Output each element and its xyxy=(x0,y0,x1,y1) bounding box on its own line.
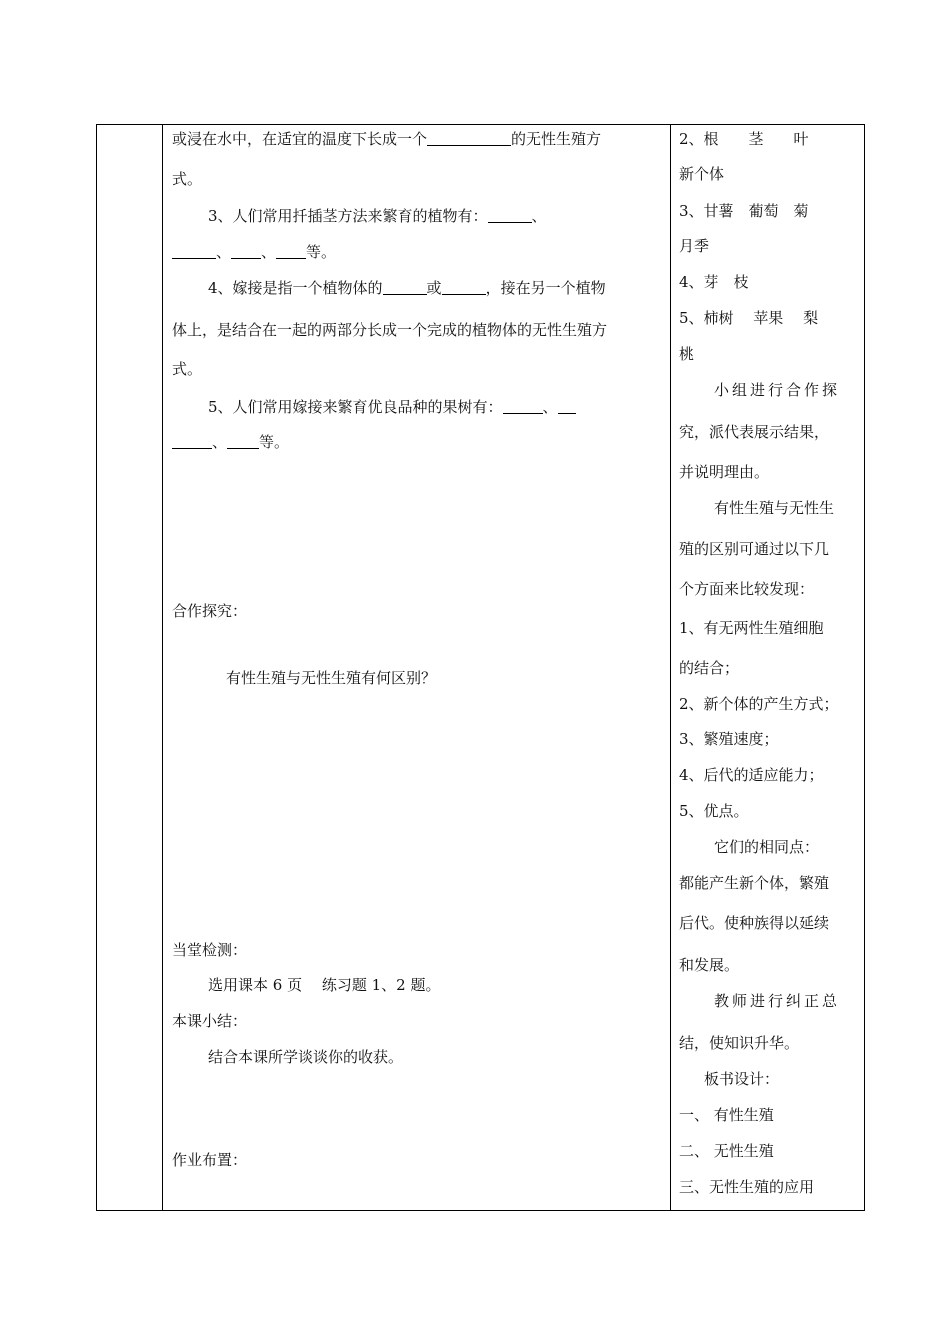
text-line: 4、嫁接是指一个植物体的 或 ，接在另一个植物 xyxy=(208,279,606,297)
answer-line: 4、后代的适应能力； xyxy=(679,766,824,784)
answer-line: 板书设计： xyxy=(704,1070,780,1088)
answer-line: 5、柿树 苹果 梨 xyxy=(679,309,819,327)
answer-line: 5、优点。 xyxy=(679,802,749,820)
answer-line: 个方面来比较发现： xyxy=(679,580,815,598)
section-heading: 本课小结： xyxy=(172,1012,248,1030)
answer-line: 结，使知识升华。 xyxy=(679,1034,800,1052)
section-heading: 作业布置： xyxy=(172,1151,248,1169)
answer-blank xyxy=(558,397,576,414)
column-divider xyxy=(162,125,163,1210)
text-line: 式。 xyxy=(172,360,203,378)
answer-line: 有性生殖与无性生 xyxy=(714,499,835,517)
answer-line: 都能产生新个体，繁殖 xyxy=(679,874,830,892)
answer-line: 后代。使种族得以延续 xyxy=(679,914,830,932)
answer-blank xyxy=(488,206,532,223)
answer-line: 和发展。 xyxy=(679,956,740,974)
text-line: 结合本课所学谈谈你的收获。 xyxy=(208,1048,404,1066)
answer-line: 月季 xyxy=(679,237,710,255)
answer-line: 殖的区别可通过以下几 xyxy=(679,540,830,558)
answer-line: 的结合； xyxy=(679,659,740,677)
column-divider xyxy=(670,125,671,1210)
text-line: 5、人们常用嫁接来繁育优良品种的果树有： 、 xyxy=(208,397,576,417)
text-line: 或浸在水中，在适宜的温度下长成一个 的无性生殖方 xyxy=(172,130,602,148)
answer-line: 3、繁殖速度； xyxy=(679,730,779,748)
answer-blank xyxy=(442,278,486,295)
answer-line: 1、有无两性生殖细胞 xyxy=(679,619,824,637)
answer-line: 2、根 茎 叶 xyxy=(679,130,809,148)
text-line: 式。 xyxy=(172,170,203,188)
text-line: 、 、 等。 xyxy=(172,242,336,262)
answer-line: 4、芽 枝 xyxy=(679,273,749,291)
answer-line: 新个体 xyxy=(679,165,725,183)
answer-blank xyxy=(383,278,427,295)
text-line: 体上，是结合在一起的两部分长成一个完成的植物体的无性生殖方 xyxy=(172,321,608,339)
answer-blank xyxy=(172,242,216,259)
answer-line: 它们的相同点： xyxy=(714,838,820,856)
answer-line: 教师进行纠正总 xyxy=(714,992,841,1010)
text-line: 有性生殖与无性生殖有何区别？ xyxy=(226,669,437,687)
answer-line: 2、新个体的产生方式； xyxy=(679,695,839,713)
answer-blank xyxy=(172,432,212,449)
answer-line: 并说明理由。 xyxy=(679,463,770,481)
answer-line: 一、 有性生殖 xyxy=(679,1106,774,1124)
text-line: 3、人们常用扦插茎方法来繁育的植物有： 、 xyxy=(208,207,547,225)
section-heading: 当堂检测： xyxy=(172,941,248,959)
answer-blank xyxy=(503,397,543,414)
text-line: 、 等。 xyxy=(172,432,289,452)
answer-blank xyxy=(231,242,261,259)
answer-blank xyxy=(427,129,511,146)
answer-line: 3、甘薯 葡萄 菊 xyxy=(679,202,809,220)
answer-line: 二、 无性生殖 xyxy=(679,1142,774,1160)
text-line: 选用课本 6 页 练习题 1、2 题。 xyxy=(208,976,441,994)
answer-line: 小组进行合作探 xyxy=(714,381,841,399)
answer-line: 桃 xyxy=(679,345,695,363)
answer-blank xyxy=(227,432,259,449)
section-heading: 合作探究： xyxy=(172,602,248,620)
answer-line: 三、无性生殖的应用 xyxy=(679,1178,815,1196)
answer-line: 究，派代表展示结果， xyxy=(679,423,830,441)
answer-blank xyxy=(276,242,306,259)
